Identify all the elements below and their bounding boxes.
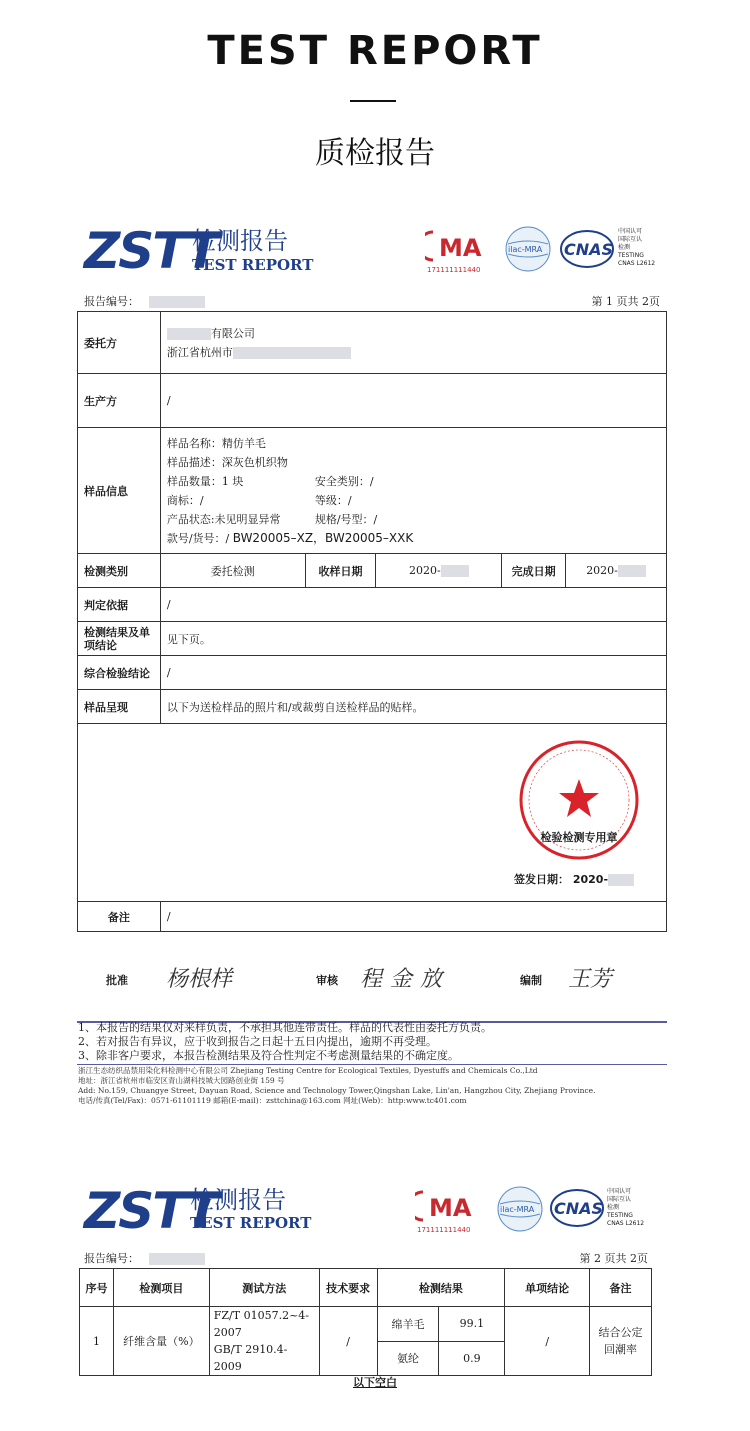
sample-label: 样品信息 [78,428,161,554]
report-number-label: 报告编号： [84,295,139,308]
cma-logo [425,226,491,274]
result-value: 见下页。 [160,622,666,656]
col-requirement: 技术要求 [319,1269,377,1307]
logo-title-cn: 检测报告 [192,227,288,255]
review-signature: 程金放 [360,967,451,992]
report-number-redacted [149,296,205,308]
col-item: 检测项目 [113,1269,209,1307]
overall-row [78,656,667,690]
client-value [160,312,666,374]
row-requirement: / [319,1307,377,1376]
compile-label: 编制 [520,974,542,987]
cma-letters: MA [439,234,482,262]
end-text: 以下空白 [353,1376,397,1389]
title-divider [350,100,396,102]
cnas-mark-icon [560,227,615,271]
grade: 等级：/ [314,493,352,507]
client-label: 委托方 [78,312,161,374]
sample-qty: 样品数量：1 块 [166,474,244,488]
category-value: 委托检测 [160,554,305,588]
row-method [209,1307,319,1376]
issue-date-label: 签发日期： [514,873,569,886]
compile-signature: 王芳 [568,967,613,992]
ilac-text: ilac-MRA [508,245,543,254]
svg-text:ilac-MRA: ilac-MRA [500,1205,535,1214]
svg-text:CNAS: CNAS [554,1199,604,1218]
cnas-cn1: 中国认可 [618,228,643,235]
cnas-mark-icon [550,1186,605,1230]
cma-mark-icon [415,1186,481,1234]
cma-code: 171111111440 [427,266,481,274]
logo-title-cn-p2: 检测报告 [190,1186,286,1214]
category-row [78,554,667,588]
company-footer [78,1066,668,1106]
sample-row [78,428,667,554]
row-conclusion: / [505,1307,590,1376]
footer-line-3: Add: No.159, Chuangye Street, Dayuan Road, Science and Technology Tower,Qingshan Lake, Lin'an, Hangzhou City, Zhejiang Province. [78,1086,596,1095]
page-indicator-p2: 第 2 页共 2页 [579,1252,648,1265]
complete-date-label: 完成日期 [502,554,566,588]
client-address-redacted [233,347,351,359]
cnas-logo-p2 [550,1186,605,1230]
report-notes [78,1021,492,1063]
report-number-p2: 报告编号： [84,1250,205,1266]
stamp-text: 检验检测专用章 [540,831,618,844]
complete-date: 2020- [566,554,667,588]
official-stamp [516,737,642,863]
cnas-cn3: 检测 [618,244,631,251]
method-2: GB/T 2910.4-2009 [213,1343,288,1373]
basis-label: 判定依据 [78,588,161,622]
client-line1: 有限公司 [210,326,255,340]
spec-size: 规格/号型：/ [314,512,378,526]
ilac-logo [503,224,553,274]
overall-label: 综合检验结论 [78,656,161,690]
remark-row [78,902,667,932]
client-row [78,312,667,374]
page-indicator: 第 1 页共 2页 [591,295,660,308]
col-conclusion: 单项结论 [505,1269,590,1307]
client-name-redacted [167,328,211,340]
cnas-cn2: 国际互认 [618,236,643,243]
receive-date: 2020- [376,554,502,588]
review-label: 审核 [316,974,338,987]
producer-label: 生产方 [78,374,161,428]
value-1: 99.1 [439,1307,505,1342]
method-1: FZ/T 01057.2~4-2007 [213,1309,310,1339]
results-header [80,1269,652,1307]
note-3: 3、除非客户要求，本报告检测结果及符合性判定不考虑测量结果的不确定度。 [78,1049,459,1062]
page-title: TEST REPORT [207,28,543,74]
footer-line-1: 浙江生态纺织品禁用染化料检测中心有限公司 Zhejiang Testing Centre for Ecological Textiles, Dyestuffs and Chemicals Co.,Ltd [78,1066,538,1075]
col-remark: 备注 [590,1269,652,1307]
remark-label: 备注 [78,902,161,932]
cnas-letters: CNAS [564,240,614,259]
category-label: 检测类别 [78,554,161,588]
cnas-caption [618,228,655,268]
product-state: 产品状态:未见明显异常 [166,512,281,526]
table-row [80,1307,652,1342]
end-marker [0,1371,750,1390]
cnas-code: CNAS L2612 [618,260,656,267]
overall-value: / [160,656,666,690]
client-line2: 浙江省杭州市 [166,345,233,359]
result-label: 检测结果及单项结论 [78,622,161,656]
row-remark: 结合公定 回潮率 [590,1307,652,1376]
footer-line-4: 电话/传真(Tel/Fax)：0571-61101119 邮箱(E-mail)：zsttchina@163.com 网址(Web)：http:www.tc401.com [78,1096,467,1105]
fiber-2: 氨纶 [377,1341,439,1376]
logo-title-en-p2: TEST REPORT [190,1214,312,1232]
producer-row [78,374,667,428]
style-no: BW20005–XZ，BW20005–XXK [232,530,414,545]
style-no-label: 款号/货号：/ [166,531,230,545]
ilac-globe-icon [503,224,553,274]
issue-date-value: 2020- [572,873,609,886]
zstt-logo-text: ZSTT [84,222,218,280]
svg-text:171111111440: 171111111440 [417,1226,471,1234]
cnas-testing: TESTING [618,252,644,259]
cnas-logo [560,227,615,271]
approve-signature: 杨根样 [166,967,233,992]
col-method: 测试方法 [209,1269,319,1307]
remark-value: / [160,902,666,932]
report-number [84,293,205,309]
sample-name: 样品名称：精仿羊毛 [166,436,266,450]
note-2: 2、若对报告有异议，应于收到报告之日起十五日内提出，逾期不再受理。 [78,1035,437,1048]
receive-date-label: 收样日期 [305,554,376,588]
result-row [78,622,667,656]
producer-value: / [160,374,666,428]
sample-info [160,428,666,554]
logo-title-en: TEST REPORT [192,256,314,274]
basis-value: / [160,588,666,622]
fiber-1: 绵羊毛 [377,1307,439,1342]
col-result: 检测结果 [377,1269,505,1307]
issue-date [514,871,634,887]
row-item: 纤维含量（%） [113,1307,209,1376]
safety-category: 安全类别：/ [314,474,374,488]
basis-row [78,588,667,622]
zstt-logo-text-p2: ZSTT [84,1182,218,1240]
photo-value: 以下为送检样品的照片和/或裁剪自送检样品的贴样。 [160,690,666,724]
photo-row [78,690,667,724]
page-subtitle: 质检报告 [315,136,435,171]
sample-desc: 样品描述：深灰色机织物 [166,455,288,469]
svg-text:MA: MA [429,1194,472,1222]
footer-divider [77,1064,667,1065]
approve-label: 批准 [106,974,128,987]
results-table [79,1268,652,1376]
value-2: 0.9 [439,1341,505,1376]
photo-label: 样品呈现 [78,690,161,724]
stamp-seal-icon [516,737,642,863]
note-1: 1、本报告的结果仅对来样负责，不承担其他连带责任。样品的代表性由委托方负责。 [78,1021,492,1034]
trademark: 商标：/ [166,493,204,507]
cma-mark-icon [425,226,491,274]
ilac-globe-icon [495,1184,545,1234]
footer-line-2: 地址：浙江省杭州市临安区青山湖科技城大园路创业街 159 号 [78,1076,285,1085]
row-no: 1 [80,1307,114,1376]
col-no: 序号 [80,1269,114,1307]
cnas-caption-p2: 中国认可 国际互认 检测 TESTING CNAS L2612 [607,1188,645,1227]
cma-logo-p2 [415,1186,481,1234]
ilac-logo-p2 [495,1184,545,1234]
